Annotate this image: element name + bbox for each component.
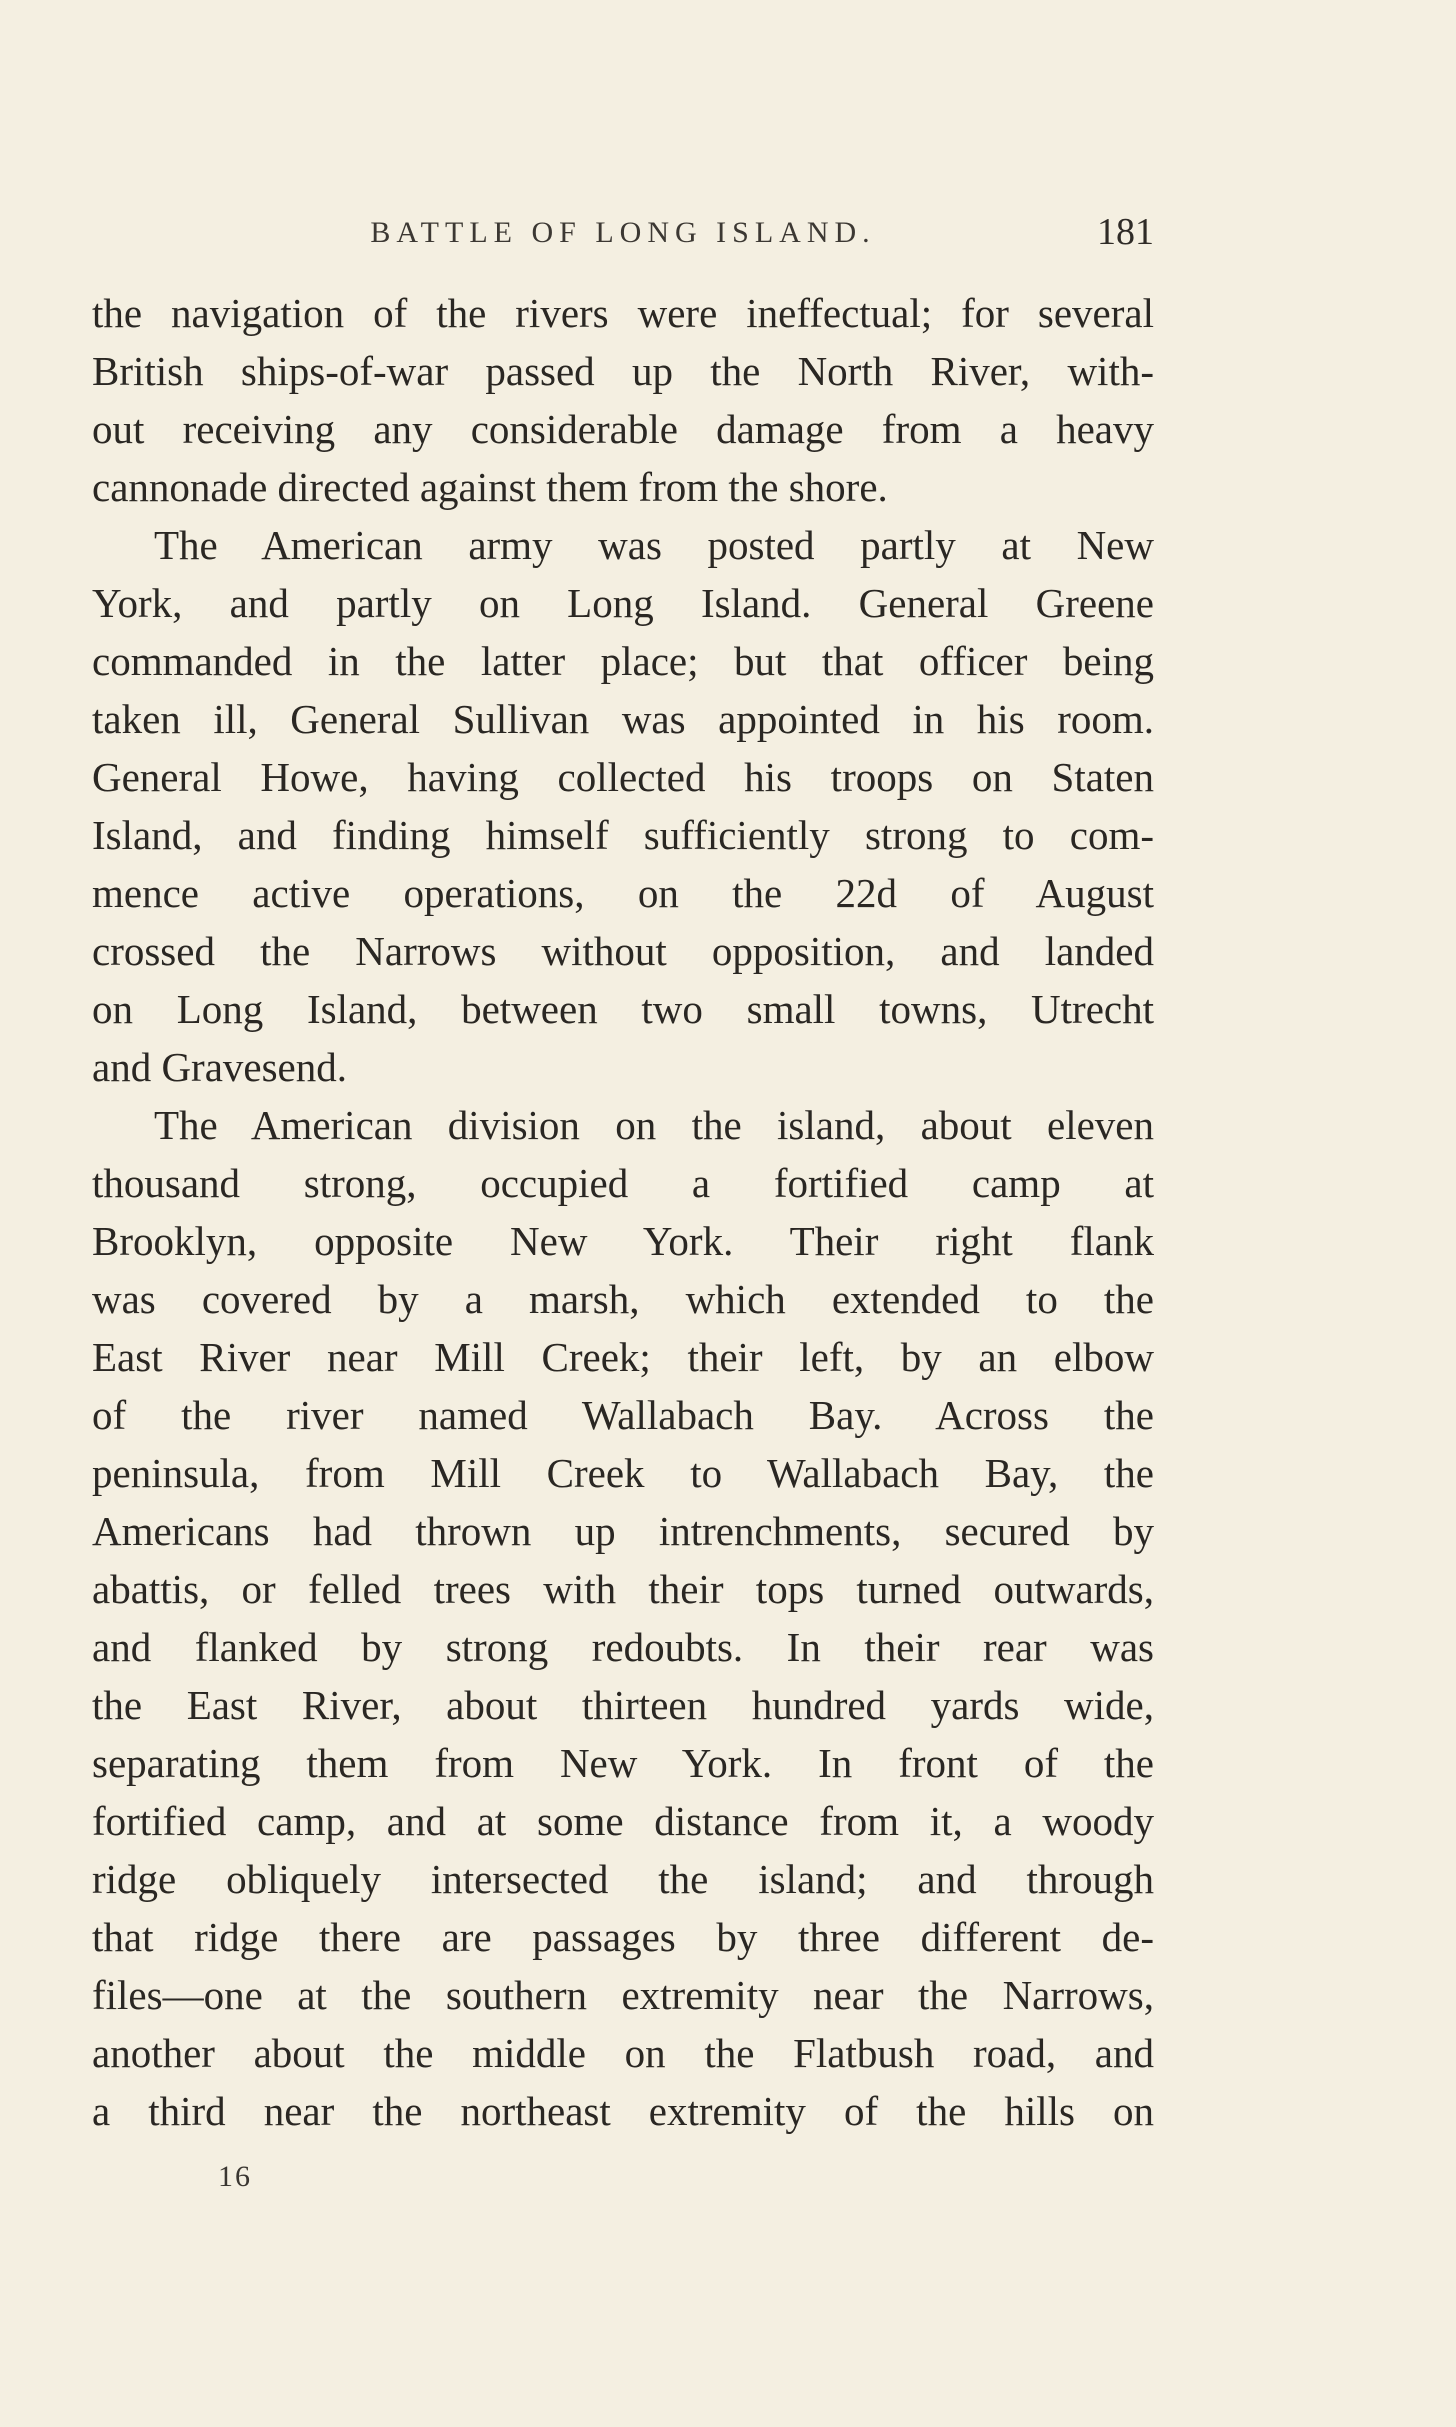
text-line: on Long Island, between two small towns, Utrecht: [92, 986, 1154, 1032]
text-line: was covered by a marsh, which extended to the: [92, 1276, 1154, 1322]
text-line: thousand strong, occupied a fortified camp at: [92, 1160, 1154, 1206]
text-line: files—one at the southern extremity near the Narrows,: [92, 1972, 1154, 2018]
text-line: of the river named Wallabach Bay. Across the: [92, 1392, 1154, 1438]
running-head: [92, 210, 1154, 260]
text-line: a third near the northeast extremity of the hills on: [92, 2088, 1154, 2134]
page-number: 181: [1097, 211, 1154, 253]
text-line: crossed the Narrows without opposition, and landed: [92, 928, 1154, 974]
text-line: British ships-of-war passed up the North River, with-: [92, 348, 1154, 394]
text-line: abattis, or felled trees with their tops turned outwards,: [92, 1566, 1154, 1612]
text-line: and Gravesend.: [92, 1044, 348, 1090]
text-line: that ridge there are passages by three different de-: [92, 1914, 1154, 1960]
text-line: The American army was posted partly at New: [154, 522, 1154, 568]
text-line: commanded in the latter place; but that officer being: [92, 638, 1154, 684]
text-line: out receiving any considerable damage from a heavy: [92, 406, 1154, 452]
text-line: Island, and finding himself sufficiently strong to com-: [92, 812, 1154, 858]
text-line: York, and partly on Long Island. General Greene: [92, 580, 1154, 626]
text-line: peninsula, from Mill Creek to Wallabach Bay, the: [92, 1450, 1154, 1496]
text-line: The American division on the island, about eleven: [154, 1102, 1154, 1148]
signature-mark: 16: [218, 2160, 252, 2193]
running-title: BATTLE OF LONG ISLAND.: [370, 216, 876, 249]
text-line: separating them from New York. In front of the: [92, 1740, 1154, 1786]
text-line: fortified camp, and at some distance from it, a woody: [92, 1798, 1154, 1844]
text-line: General Howe, having collected his troops on Staten: [92, 754, 1154, 800]
text-line: and flanked by strong redoubts. In their rear was: [92, 1624, 1154, 1670]
text-line: the navigation of the rivers were ineffectual; for several: [92, 290, 1154, 336]
text-line: taken ill, General Sullivan was appointed in his room.: [92, 696, 1154, 742]
text-line: Americans had thrown up intrenchments, secured by: [92, 1508, 1154, 1554]
text-line: Brooklyn, opposite New York. Their right flank: [92, 1218, 1154, 1264]
body-text: [92, 284, 1154, 2140]
text-line: East River near Mill Creek; their left, by an elbow: [92, 1334, 1154, 1380]
text-line: ridge obliquely intersected the island; and through: [92, 1856, 1154, 1902]
text-line: the East River, about thirteen hundred yards wide,: [92, 1682, 1154, 1728]
text-line: another about the middle on the Flatbush road, and: [92, 2030, 1154, 2076]
text-line: cannonade directed against them from the shore.: [92, 464, 888, 510]
text-line: mence active operations, on the 22d of August: [92, 870, 1154, 916]
